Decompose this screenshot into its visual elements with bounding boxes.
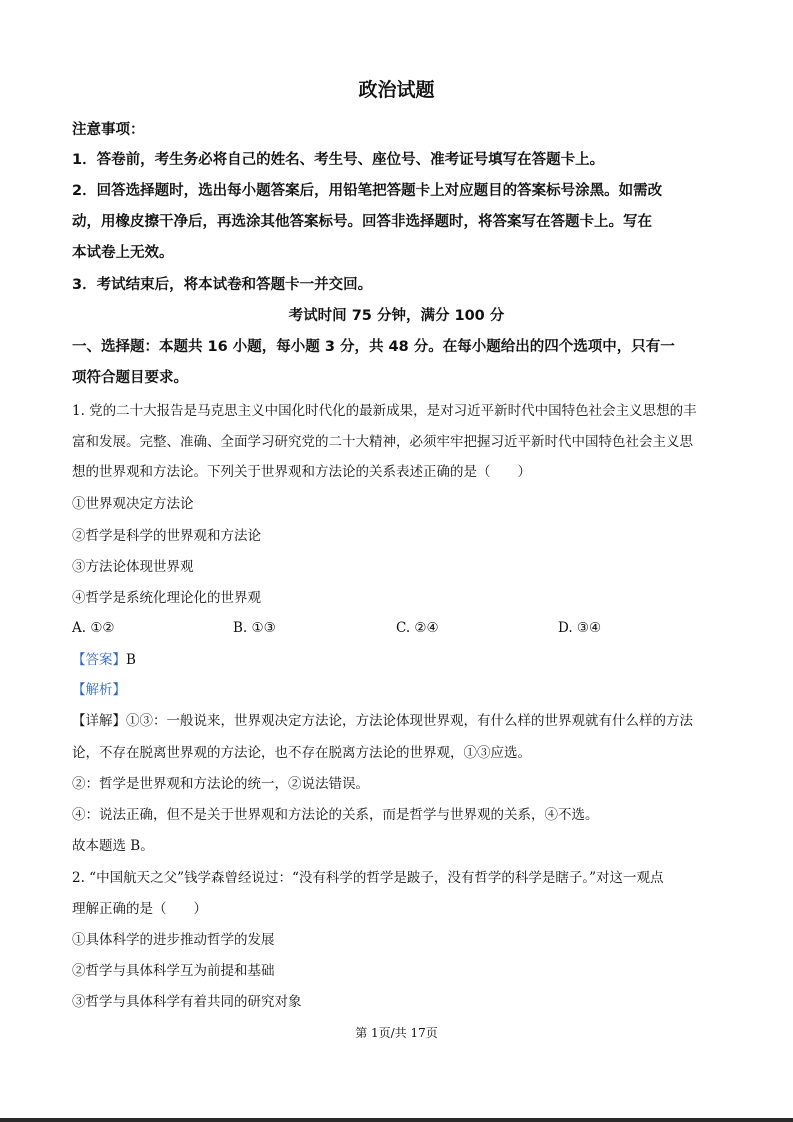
section-heading-line-2: 项符合题目要求。 — [72, 370, 188, 386]
q1-statement-1: ①世界观决定方法论 — [72, 496, 194, 512]
q1-stem-line-2: 富和发展。完整、准确、全面学习研究党的二十大精神，必须牢牢把握习近平新时代中国特色社会主义思 — [72, 434, 693, 450]
q1-stem-line-1: 1. 党的二十大报告是马克思主义中国化时代化的最新成果，是对习近平新时代中国特色社会主义思想的丰 — [72, 403, 697, 419]
q2-statement-1: ①具体科学的进步推动哲学的发展 — [72, 932, 275, 948]
page-footer: 第 1页/共 17页 — [355, 1026, 438, 1040]
q2-stem-line-2: 理解正确的是（ ） — [72, 901, 207, 917]
notice-item-2-line-1: 2．回答选择题时，选出每小题答案后，用铅笔把答题卡上对应题目的答案标号涂黑。如需改 — [72, 183, 663, 199]
q1-option-c: C. ②④ — [396, 620, 439, 636]
q2-statement-2: ②哲学与具体科学互为前提和基础 — [72, 963, 275, 979]
q1-statement-2: ②哲学是科学的世界观和方法论 — [72, 528, 261, 544]
notice-item-3: 3．考试结束后，将本试卷和答题卡一并交回。 — [72, 277, 373, 293]
q1-detail-line-4: ④：说法正确，但不是关于世界观和方法论的关系，而是哲学与世界观的关系，④不选。 — [72, 807, 599, 823]
q1-answer — [72, 651, 136, 669]
notice-heading: 注意事项： — [72, 122, 145, 138]
q1-option-a: A. ①② — [72, 620, 115, 636]
detail-tag: 【详解】 — [72, 713, 126, 729]
bottom-divider — [0, 1118, 793, 1122]
q1-option-d: D. ③④ — [558, 620, 602, 636]
q1-statement-4: ④哲学是系统化理论化的世界观 — [72, 590, 261, 606]
analysis-tag: 【解析】 — [72, 682, 126, 698]
q1-analysis — [72, 681, 126, 699]
notice-item-2-line-2: 动，用橡皮擦干净后，再选涂其他答案标号。回答非选择题时，将答案写在答题卡上。写在 — [72, 214, 652, 230]
q2-statement-3: ③哲学与具体科学有着共同的研究对象 — [72, 994, 302, 1010]
q2-stem-line-1: 2. “中国航天之父”钱学森曾经说过：“没有科学的哲学是跛子，没有哲学的科学是瞎子。”对这一观点 — [72, 870, 664, 886]
detail-text-1: ①③：一般说来，世界观决定方法论，方法论体现世界观，有什么样的世界观就有什么样的方法 — [126, 713, 693, 729]
notice-item-2-line-3: 本试卷上无效。 — [72, 245, 174, 261]
q1-stem-line-3: 想的世界观和方法论。下列关于世界观和方法论的关系表述正确的是（ ） — [72, 464, 531, 480]
section-heading-line-1: 一、选择题：本题共 16 小题，每小题 3 分，共 48 分。在每小题给出的四个选项中，只有一 — [72, 339, 675, 355]
q1-detail-line-2: 论，不存在脱离世界观的方法论，也不存在脱离方法论的世界观，①③应选。 — [72, 745, 531, 761]
notice-item-1: 1．答卷前，考生务必将自己的姓名、考生号、座位号、准考证号填写在答题卡上。 — [72, 152, 605, 168]
exam-time-info: 考试时间 75 分钟，满分 100 分 — [288, 308, 505, 324]
q1-detail-line-3: ②：哲学是世界观和方法论的统一，②说法错误。 — [72, 776, 369, 792]
answer-value: B — [126, 652, 136, 668]
q1-detail-line-1 — [72, 712, 693, 730]
q1-option-b: B. ①③ — [233, 620, 276, 636]
page-title: 政治试题 — [358, 79, 435, 101]
answer-tag: 【答案】 — [72, 652, 126, 668]
q1-conclusion: 故本题选 B。 — [72, 838, 154, 854]
q1-statement-3: ③方法论体现世界观 — [72, 559, 194, 575]
